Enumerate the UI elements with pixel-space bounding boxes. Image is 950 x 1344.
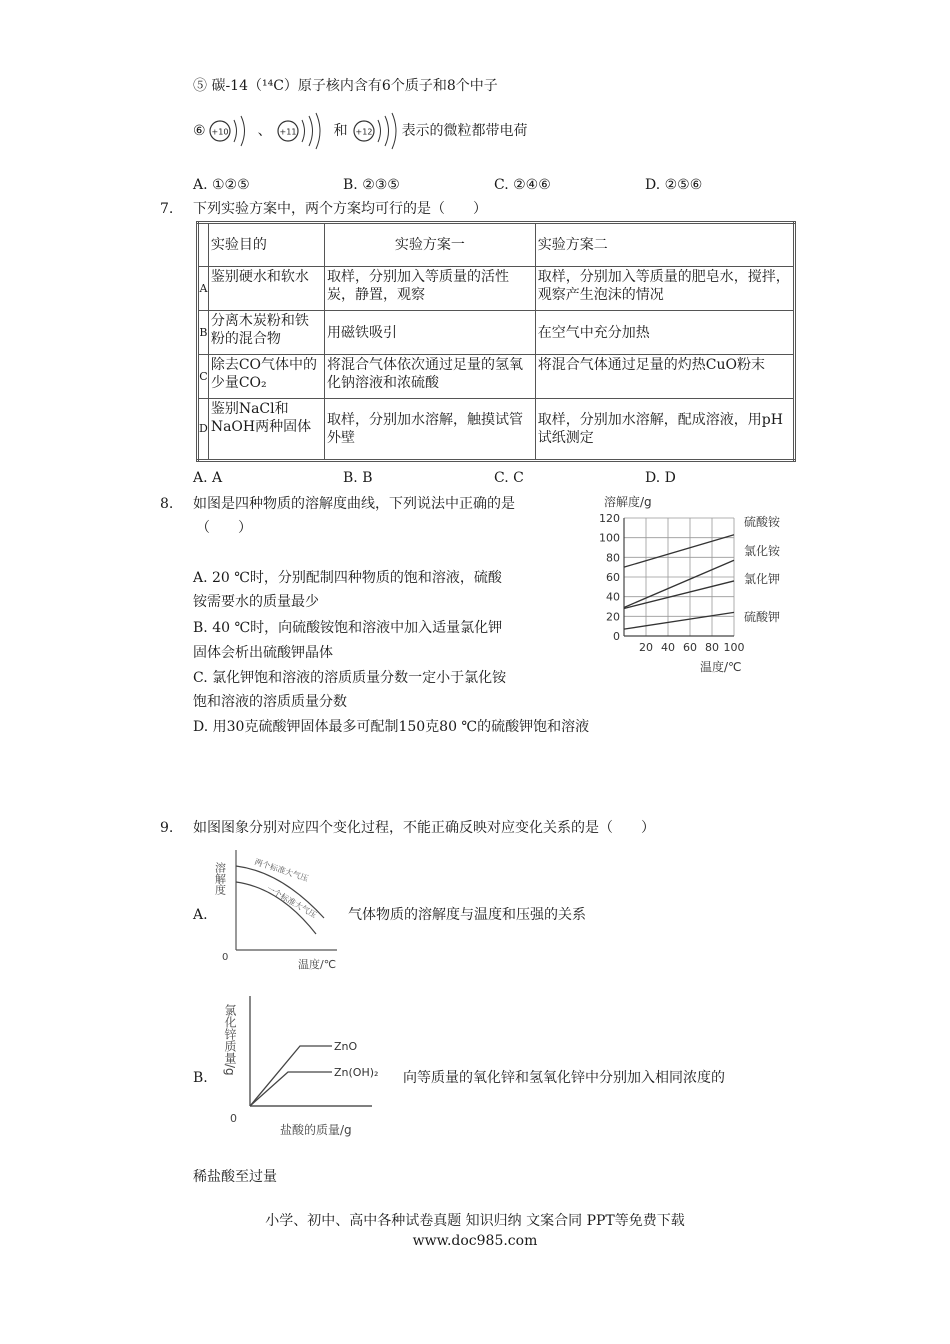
graph-b-line-top: ZnO (334, 1040, 358, 1053)
row-plan2: 将混合气体通过足量的灼热CuO粉末 (535, 355, 794, 399)
x-tick-label: 20 (639, 641, 653, 654)
atom-3-charge: +12 (355, 127, 373, 137)
table-header-row (198, 223, 795, 267)
y-tick-label: 120 (599, 512, 620, 525)
series-line (624, 581, 734, 609)
header-plan1: 实验方案一 (324, 223, 535, 267)
q9-option-a-label: A. (193, 907, 208, 923)
row-key: C (198, 355, 209, 399)
q6-option-b: B. ②③⑤ (343, 177, 400, 193)
y-tick-label: 40 (606, 590, 620, 604)
q8-option-c-line1: C. 氯化钾饱和溶液的溶质质量分数一定小于氯化铵 (193, 670, 507, 686)
statement-6-suffix: 表示的微粒都带电荷 (401, 123, 528, 139)
row-goal: 分离木炭粉和铁粉的混合物 (208, 311, 324, 355)
y-tick-label: 100 (599, 531, 620, 545)
q9-stem: 如图图象分别对应四个变化过程，不能正确反映对应变化关系的是（ ） (193, 820, 655, 836)
row-goal: 鉴别NaCl和NaOH两种固体 (208, 399, 324, 461)
series-line (624, 560, 734, 607)
q8-option-a-line1: A. 20 ℃时，分别配制四种物质的饱和溶液，硫酸 (193, 570, 502, 586)
row-key: B (198, 311, 209, 355)
header-plan2: 实验方案二 (535, 223, 794, 267)
q9-option-b-continued: 稀盐酸至过量 (193, 1169, 277, 1185)
row-key: A (198, 267, 209, 311)
footer-url[interactable]: www.doc985.com (412, 1233, 538, 1249)
row-plan2: 在空气中充分加热 (535, 311, 794, 355)
x-tick-label: 80 (705, 641, 719, 654)
q8-option-b-line1: B. 40 ℃时，向硫酸铵饱和溶液中加入适量氯化钾 (193, 620, 503, 636)
q6-option-d: D. ②⑤⑥ (645, 177, 703, 193)
q6-option-c: C. ②④⑥ (494, 177, 551, 193)
y-tick-label: 20 (606, 610, 620, 624)
graph-b-xlabel: 盐酸的质量/g (280, 1123, 352, 1137)
graph-a-curve-bottom: 一个标准大气压 (265, 883, 318, 920)
atom-diagram-3 (350, 108, 402, 154)
table-row (198, 355, 795, 399)
footer-line1: 小学、初中、高中各种试卷真题 知识归纳 文案合同 PPT等免费下载 (265, 1213, 685, 1229)
x-tick-label: 40 (661, 641, 675, 654)
table-row (198, 399, 795, 461)
experiment-table (196, 221, 796, 462)
atom-2-charge: +11 (279, 127, 297, 137)
row-plan1: 将混合气体依次通过足量的氢氧化钠溶液和浓硫酸 (324, 355, 535, 399)
q8-option-a-line2: 铵需要水的质量最少 (193, 594, 319, 610)
statement-5: ⑤ 碳-14（¹⁴C）原子核内含有6个质子和8个中子 (193, 78, 498, 94)
row-key: D (198, 399, 209, 461)
q8-stem-line2: （ ） (196, 520, 252, 536)
statement-6 (193, 108, 528, 154)
header-goal: 实验目的 (208, 223, 324, 267)
row-goal: 除去CO气体中的少量CO₂ (208, 355, 324, 399)
q6-option-a: A. ①②⑤ (193, 177, 250, 193)
q7-number: 7. (160, 201, 174, 217)
graph-a (212, 842, 342, 972)
graph-a-origin: 0 (222, 952, 229, 963)
chart-xlabel: 温度/℃ (700, 660, 742, 674)
chart-series (624, 535, 734, 629)
row-goal: 鉴别硬水和软水 (208, 267, 324, 311)
q9-option-a-text: 气体物质的溶解度与温度和压强的关系 (348, 907, 586, 923)
q8-option-d: D. 用30克硫酸钾固体最多可配制150克80 ℃的硫酸钾饱和溶液 (193, 719, 590, 735)
q7-option-a: A. A (193, 470, 223, 486)
row-plan1: 取样，分别加水溶解，触摸试管外壁 (324, 399, 535, 461)
series-line (624, 535, 734, 567)
row-plan2: 取样，分别加入等质量的肥皂水，搅拌，观察产生泡沫的情况 (535, 267, 794, 311)
atom-1-charge: +10 (211, 127, 229, 137)
y-tick-label: 0 (613, 630, 620, 643)
graph-a-xlabel: 温度/℃ (298, 958, 337, 971)
chart-ylabel: 溶解度/g (604, 495, 652, 509)
header-key-cell (198, 223, 209, 267)
graph-a-ylabel: 溶解度 (213, 862, 227, 895)
chart-grid (624, 518, 734, 636)
series-label: 硫酸钾 (744, 610, 781, 624)
graph-b (222, 990, 402, 1140)
q8-stem-line1: 如图是四种物质的溶解度曲线，下列说法中正确的是 (193, 496, 515, 512)
q9-option-b-label: B. (193, 1070, 208, 1086)
table-row (198, 311, 795, 355)
atom-diagram-1 (206, 108, 256, 154)
graph-b-line-bottom: Zn(OH)₂ (334, 1066, 379, 1079)
statement-6-sep2: 和 (333, 123, 348, 139)
row-plan1: 用磁铁吸引 (324, 311, 535, 355)
table-row (198, 267, 795, 311)
q9-option-b-text: 向等质量的氧化锌和氢氧化锌中分别加入相同浓度的 (403, 1070, 725, 1086)
q7-stem: 下列实验方案中，两个方案均可行的是（ ） (193, 201, 487, 217)
series-line (624, 612, 734, 629)
graph-a-curve-top: 两个标准大气压 (253, 857, 310, 884)
x-tick-label: 100 (723, 641, 745, 654)
row-plan1: 取样，分别加入等质量的活性炭，静置，观察 (324, 267, 535, 311)
y-tick-label: 60 (606, 571, 620, 584)
graph-b-ylabel: 氯化锌质量/g (223, 1004, 237, 1076)
q7-option-d: D. D (645, 470, 676, 486)
row-plan2: 取样，分别加水溶解，配成溶液，用pH试纸测定 (535, 399, 794, 461)
q7-option-c: C. C (494, 470, 524, 486)
statement-6-prefix: ⑥ (193, 123, 206, 139)
graph-b-origin: 0 (230, 1112, 237, 1125)
q7-option-b: B. B (343, 470, 373, 486)
series-label: 氯化铵 (744, 544, 781, 558)
q9-number: 9. (160, 820, 174, 836)
statement-6-sep1: 、 (257, 123, 272, 139)
q8-option-c-line2: 饱和溶液的溶质质量分数 (193, 694, 347, 710)
atom-diagram-2 (274, 108, 332, 154)
solubility-chart (590, 488, 800, 678)
x-tick-label: 60 (683, 641, 697, 654)
q8-option-b-line2: 固体会析出硫酸钾晶体 (193, 645, 333, 661)
q8-number: 8. (160, 496, 174, 512)
series-label: 硫酸铵 (744, 515, 781, 529)
y-tick-label: 80 (606, 551, 620, 565)
series-label: 氯化钾 (744, 572, 781, 586)
